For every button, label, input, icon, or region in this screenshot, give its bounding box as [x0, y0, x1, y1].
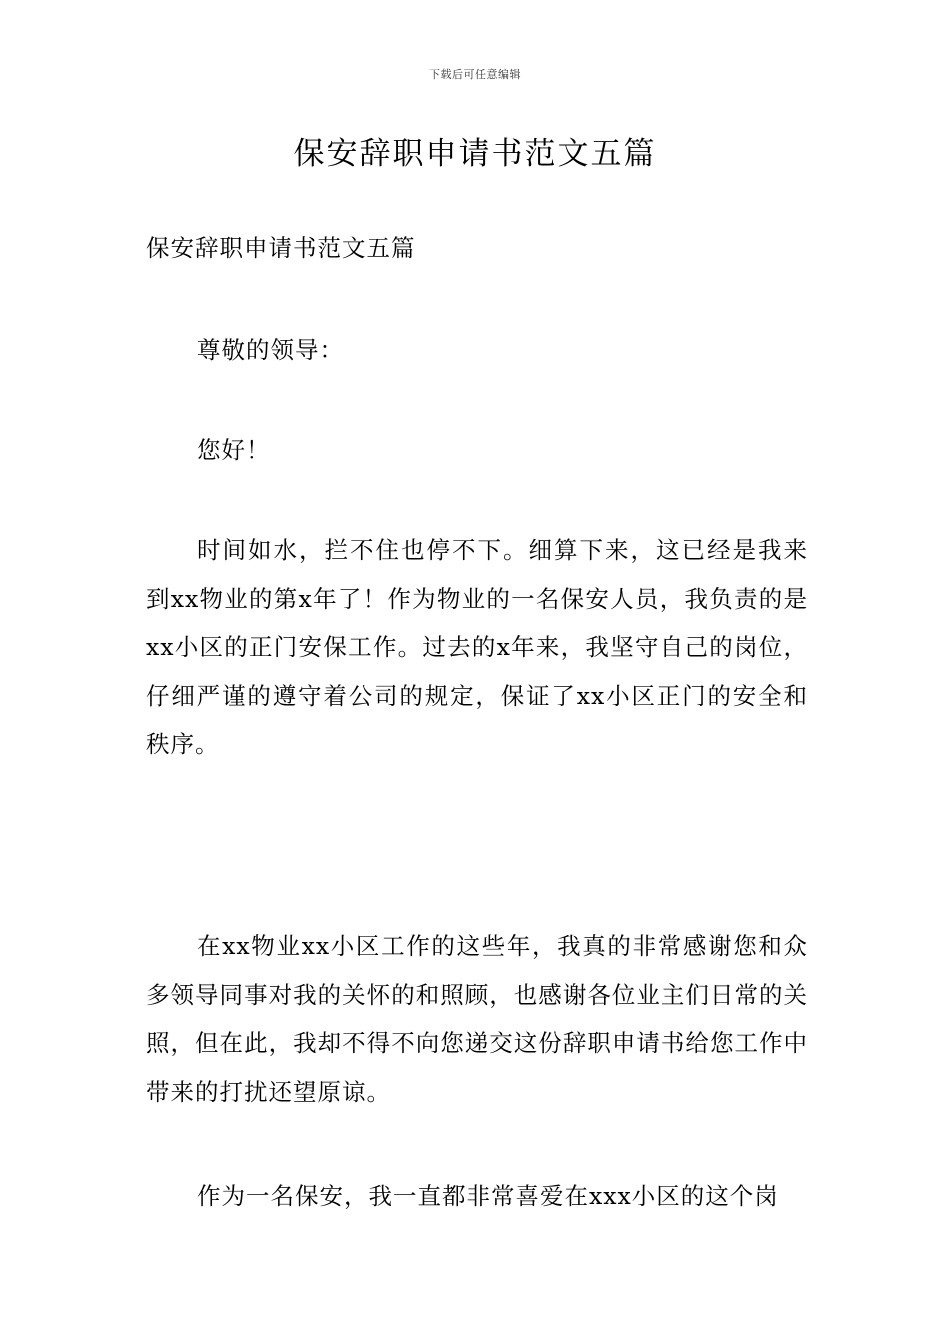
document-title: 保安辞职申请书范文五篇 [293, 136, 657, 172]
header-note: 下载后可任意编辑 [429, 68, 521, 81]
document-subtitle: 保安辞职申请书范文五篇 [146, 234, 416, 262]
paragraph: 时间如水，拦不住也停不下。细算下来，这已经是我来到xx物业的第x年了！作为物业的一名保安人员，我负责的是xx小区的正门安保工作。过去的x年来，我坚守自己的岗位，仔细严谨的遵守着公司的规定，保证了xx小区正门的安全和秩序。 [146, 536, 808, 758]
paragraph: 作为一名保安，我一直都非常喜爱在xxx小区的这个岗 [197, 1182, 779, 1210]
paragraph: 在xx物业xx小区工作的这些年，我真的非常感谢您和众多领导同事对我的关怀的和照顾，也感谢各位业主们日常的关照，但在此，我却不得不向您递交这份辞职申请书给您工作中带来的打扰还望原谅。 [146, 932, 808, 1106]
salutation: 尊敬的领导： [197, 336, 344, 364]
greeting: 您好！ [197, 436, 271, 464]
